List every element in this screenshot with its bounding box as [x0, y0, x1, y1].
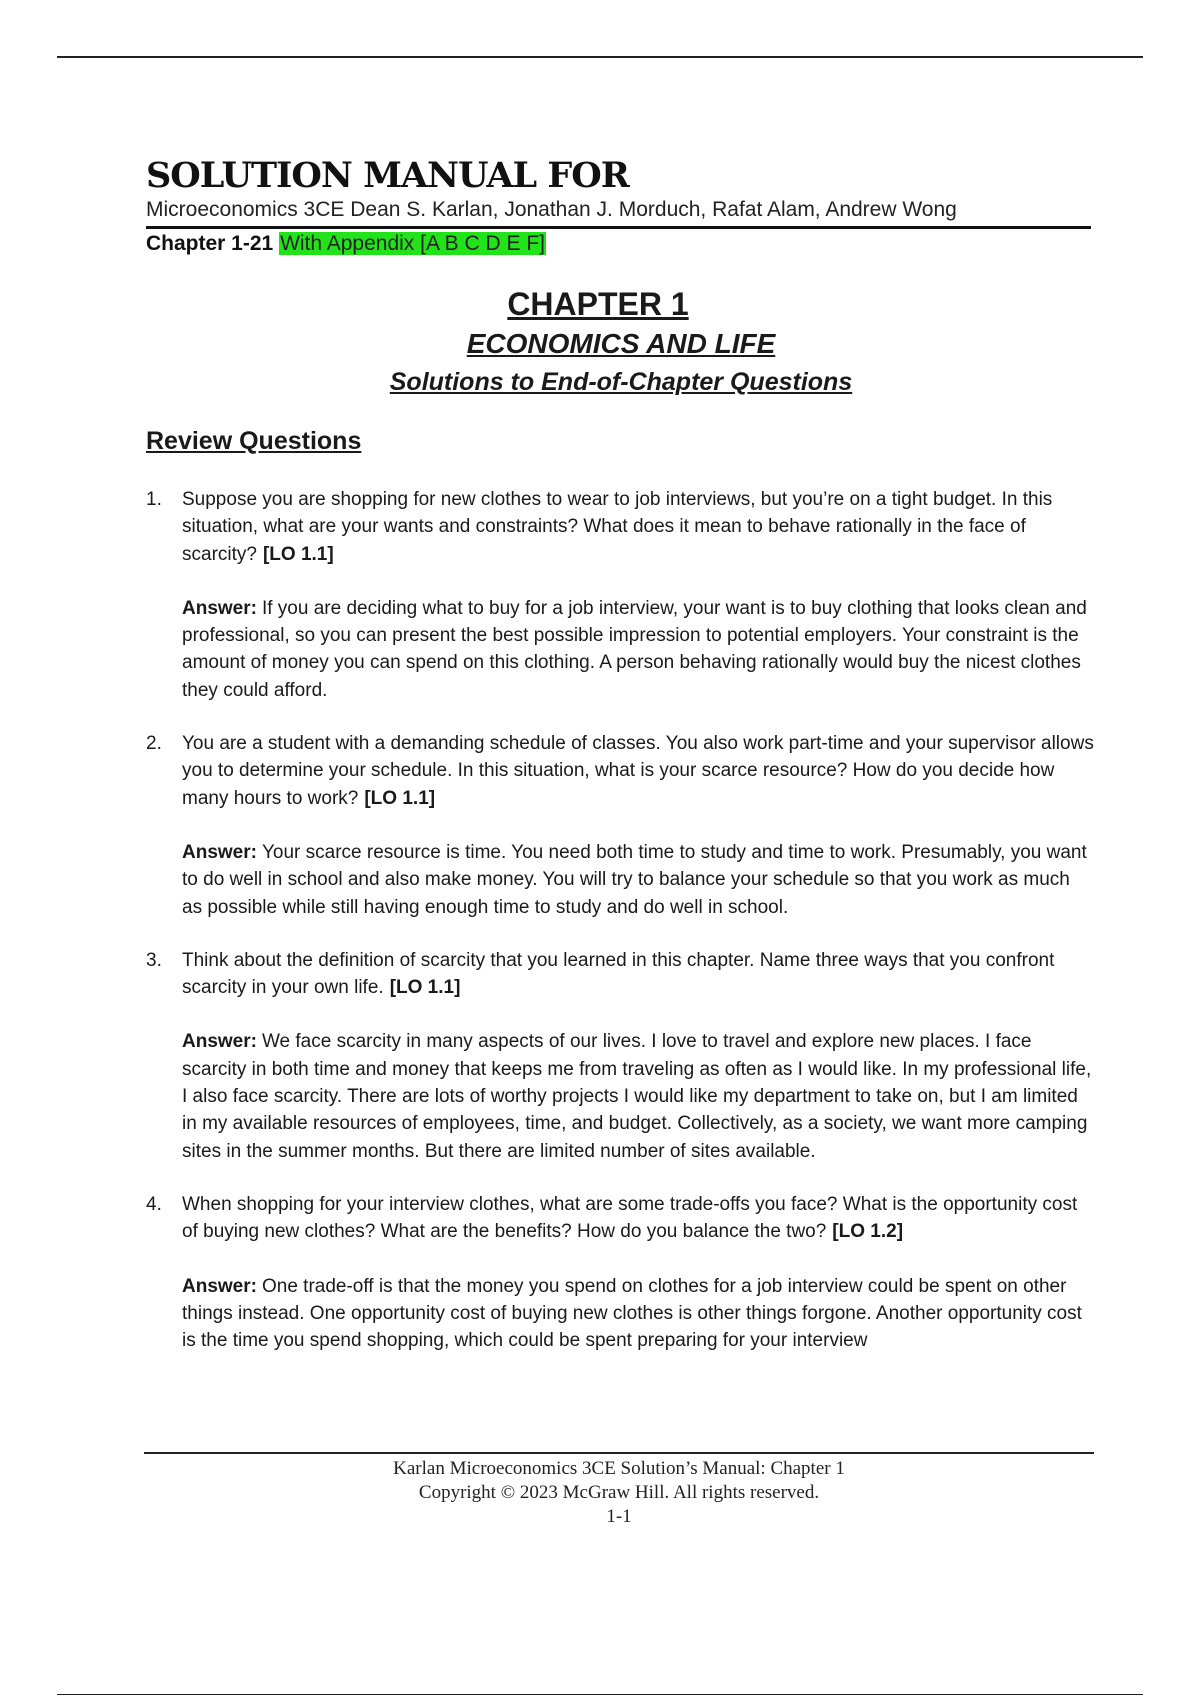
- document-body: [146, 156, 1094, 1380]
- question-text: Suppose you are shopping for new clothes to wear to job interviews, but you’re on a tight budget. In this situation, what are your wants and constraints? What does it mean to behave rationally in the face of scarcity?: [182, 489, 1053, 565]
- chapter-subtitle: Solutions to End-of-Chapter Questions: [389, 368, 853, 396]
- footer-manual-info: Karlan Microeconomics 3CE Solution’s Manual: Chapter 1: [393, 1458, 845, 1479]
- section-heading: Review Questions: [146, 427, 362, 455]
- answer: [182, 839, 1094, 921]
- question-item: [146, 1191, 1094, 1354]
- footer-page-number: 1-1: [606, 1506, 632, 1527]
- question-text: When shopping for your interview clothes, what are some trade-offs you face? What is the opportunity cost of buying new clothes? What are the benefits? How do you balance the two?: [182, 1193, 1078, 1243]
- chapter-label: CHAPTER 1: [507, 286, 689, 322]
- answer: [182, 1028, 1094, 1164]
- chapter-range-text: Chapter 1-21: [146, 232, 274, 255]
- question-item: [146, 486, 1094, 704]
- answer-label: Answer:: [182, 1031, 257, 1053]
- footer-copyright: Copyright © 2023 McGraw Hill. All rights reserved.: [418, 1482, 820, 1503]
- answer: [182, 595, 1094, 704]
- header-divider: [146, 226, 1091, 229]
- chapter-heading: [146, 284, 1094, 400]
- chapter-title: ECONOMICS AND LIFE: [466, 328, 776, 359]
- book-authors: Microeconomics 3CE Dean S. Karlan, Jonathan J. Morduch, Rafat Alam, Andrew Wong: [146, 198, 957, 221]
- question: [146, 947, 1094, 1002]
- question-item: [146, 947, 1094, 1165]
- question: [146, 1191, 1094, 1246]
- learning-objective-tag: [LO 1.1]: [389, 977, 461, 999]
- question: [146, 486, 1094, 568]
- bottom-page-rule: [57, 1694, 1143, 1695]
- answer-label: Answer:: [182, 841, 257, 863]
- question-number: 1.: [146, 489, 162, 510]
- answer-label: Answer:: [182, 1275, 257, 1297]
- answer: [182, 1273, 1094, 1355]
- top-page-rule: [57, 56, 1143, 58]
- answer-text: One trade-off is that the money you spend on clothes for a job interview could be spent on other things instead. One opportunity cost of buying new clothes is other things forgone. Another opportunity cost is the time you spend shopping, which could be spent preparing for your interview: [182, 1275, 1082, 1352]
- learning-objective-tag: [LO 1.1]: [262, 543, 334, 565]
- learning-objective-tag: [LO 1.1]: [364, 787, 436, 809]
- chapter-range: [146, 230, 1094, 258]
- question-number: 2.: [146, 733, 162, 755]
- answer-label: Answer:: [182, 597, 257, 619]
- question-number: 3.: [146, 949, 162, 971]
- page-footer: [144, 1452, 1094, 1529]
- question-number: 4.: [146, 1193, 162, 1215]
- question-list: [146, 486, 1094, 1354]
- question-item: [146, 730, 1094, 921]
- question-text: Think about the definition of scarcity that you learned in this chapter. Name three ways that you confront scarcity in your own life.: [182, 949, 1055, 999]
- answer-text: If you are deciding what to buy for a job interview, your want is to buy clothing that looks clean and professional, so you can present the best possible impression to potential employers. Your constraint is the amount of money you can spend on this clothing. A person behaving rationally would buy the nicest clothes they could afford.: [182, 597, 1087, 701]
- manual-title: SOLUTION MANUAL FOR: [146, 155, 629, 196]
- answer-text: Your scarce resource is time. You need both time to study and time to work. Presumably, you want to do well in school and also make money. You will try to balance your schedule so that you work as much as possible while still having enough time to study and do well in school.: [182, 841, 1087, 918]
- learning-objective-tag: [LO 1.2]: [832, 1221, 904, 1243]
- question-text: You are a student with a demanding schedule of classes. You also work part-time and your supervisor allows you to determine your schedule. In this situation, what is your scarce resource? How do you decide how many hours to work?: [182, 733, 1094, 809]
- answer-text: We face scarcity in many aspects of our lives. I love to travel and explore new places. I face scarcity in both time and money that keeps me from traveling as often as I would like. In my professional life, I also face scarcity. There are lots of worthy projects I would like my department to take on, but I am limited in my available resources of employees, time, and budget. Collectively, as a society, we want more camping sites in the summer months. But there are limited number of sites available.: [182, 1031, 1092, 1162]
- question: [146, 730, 1094, 812]
- appendix-highlight: With Appendix [A B C D E F]: [280, 232, 546, 255]
